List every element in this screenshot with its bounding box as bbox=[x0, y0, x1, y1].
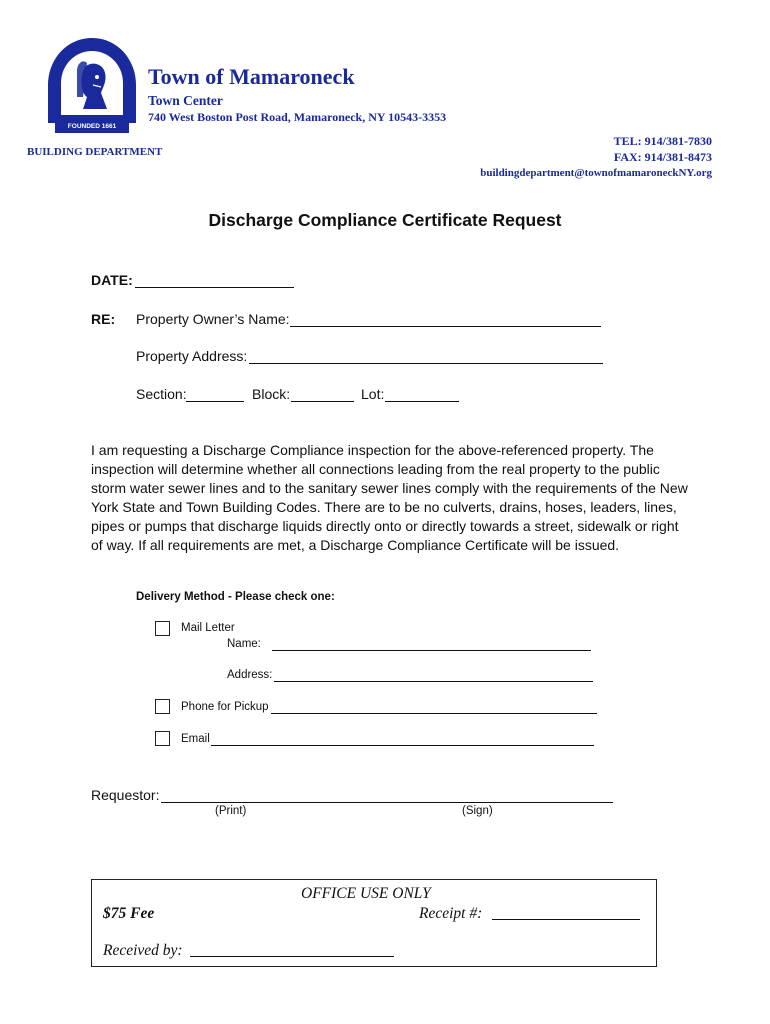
phone-pickup-label: Phone for Pickup bbox=[181, 701, 269, 713]
section-label: Section: bbox=[136, 386, 187, 402]
mail-name-field[interactable] bbox=[272, 638, 591, 651]
contact-block bbox=[480, 133, 712, 181]
property-address-field[interactable] bbox=[249, 350, 603, 364]
print-caption: (Print) bbox=[215, 805, 247, 817]
mail-letter-label: Mail Letter bbox=[181, 622, 235, 634]
office-use-heading: OFFICE USE ONLY bbox=[301, 885, 431, 902]
delivery-heading: Delivery Method - Please check one: bbox=[136, 591, 335, 603]
requestor-label: Requestor: bbox=[91, 787, 160, 803]
request-paragraph: I am requesting a Discharge Compliance inspection for the above-referenced property. The inspection will determine whether all connections leading from the real property to the public storm water sewer lines and to the sanitary sewer lines comply with the requirements of the New York State and Town Building Codes. There are to be no culverts, drains, hoses, leaders, lines, pipes or pumps that discharge liquids directly onto or directly towards a street, sidewalk or right of way. If all requirements are met, a Discharge Compliance Certificate will be issued. bbox=[91, 442, 688, 553]
mail-name-label: Name: bbox=[227, 638, 261, 650]
tel-number: TEL: 914/381-7830 bbox=[613, 134, 712, 148]
requestor-field[interactable] bbox=[161, 789, 613, 803]
owner-name-field[interactable] bbox=[290, 313, 601, 327]
email-label: Email bbox=[181, 733, 210, 745]
email-checkbox[interactable] bbox=[155, 731, 170, 746]
mail-letter-checkbox[interactable] bbox=[155, 621, 170, 636]
property-address-label: Property Address: bbox=[136, 348, 248, 364]
email-address[interactable]: buildingdepartment@townofmamaroneckNY.org bbox=[480, 167, 712, 179]
sign-caption: (Sign) bbox=[462, 805, 493, 817]
received-by-label: Received by: bbox=[103, 942, 183, 959]
owner-name-label: Property Owner’s Name: bbox=[136, 311, 290, 327]
town-center: Town Center bbox=[148, 93, 223, 108]
re-label: RE: bbox=[91, 311, 116, 327]
town-address: 740 West Boston Post Road, Mamaroneck, NY 10543-3353 bbox=[148, 110, 447, 124]
lot-label: Lot: bbox=[361, 386, 385, 402]
date-label: DATE: bbox=[91, 272, 133, 288]
phone-pickup-field[interactable] bbox=[271, 701, 597, 714]
receipt-label: Receipt #: bbox=[419, 905, 483, 922]
lot-field[interactable] bbox=[385, 388, 459, 402]
building-department-label: BUILDING DEPARTMENT bbox=[27, 146, 163, 158]
fee-label: $75 Fee bbox=[103, 905, 155, 922]
mail-address-label: Address: bbox=[227, 669, 273, 681]
mail-address-field[interactable] bbox=[274, 669, 593, 682]
received-by-field[interactable] bbox=[190, 943, 394, 957]
email-field[interactable] bbox=[211, 733, 594, 746]
page-title: Discharge Compliance Certificate Request bbox=[208, 210, 562, 230]
date-field[interactable] bbox=[135, 274, 294, 288]
receipt-field[interactable] bbox=[492, 906, 640, 920]
seal-founded-text: FOUNDED 1661 bbox=[67, 123, 117, 130]
phone-pickup-checkbox[interactable] bbox=[155, 699, 170, 714]
section-field[interactable] bbox=[186, 388, 244, 402]
fax-number: FAX: 914/381-8473 bbox=[613, 150, 712, 164]
block-label: Block: bbox=[252, 386, 291, 402]
town-name: Town of Mamaroneck bbox=[148, 64, 355, 89]
block-field[interactable] bbox=[291, 388, 354, 402]
town-seal-logo bbox=[47, 37, 137, 135]
